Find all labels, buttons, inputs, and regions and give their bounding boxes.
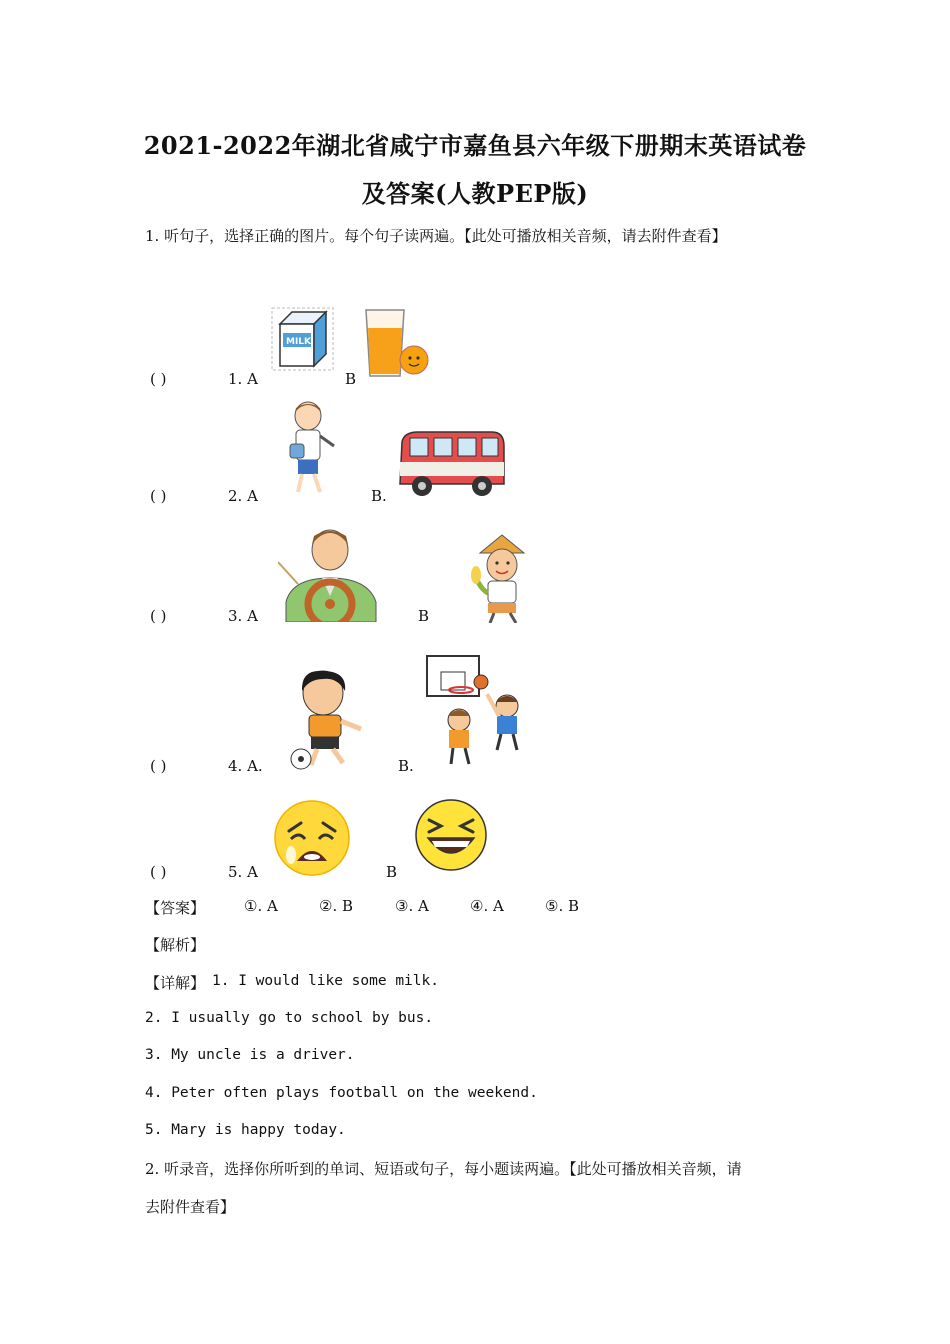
item-number: 2. A (228, 487, 258, 505)
question-2-instruction-cont: 去附件查看】 (145, 1198, 236, 1216)
option-b-label: B. (398, 757, 414, 775)
basketball-icon (423, 654, 525, 768)
item-number: 3. A (228, 607, 258, 625)
item-number: 1. A (228, 370, 258, 388)
detail-line: 5. Mary is happy today. (145, 1122, 346, 1138)
answer-blank: ( ) (150, 487, 167, 505)
question-1-instruction: 1. 听句子，选择正确的图片。每个句子读两遍。【此处可播放相关音频，请去附件查看】 (145, 227, 727, 245)
happy-face-icon (414, 798, 488, 872)
option-b-label: B. (371, 487, 387, 505)
question-2-instruction: 2. 听录音，选择你所听到的单词、短语或句子，每小题读两遍。【此处可播放相关音频，请 (145, 1160, 742, 1178)
milk-carton-icon (270, 306, 335, 372)
farmer-icon (468, 533, 538, 623)
bus-icon (396, 428, 508, 500)
answer-item-2: ②. B (319, 897, 354, 915)
sad-face-icon (273, 799, 351, 877)
svg-text:MILK: MILK (286, 337, 312, 347)
item-number: 5. A (228, 863, 258, 881)
document-title-line1: 2021-2022年湖北省咸宁市嘉鱼县六年级下册期末英语试卷 (143, 131, 807, 160)
option-b-label: B (418, 607, 430, 625)
detail-line: 4. Peter often plays football on the weekend. (145, 1085, 538, 1101)
boy-football-icon (289, 667, 369, 771)
answer-item-4: ④. A (470, 897, 504, 915)
detail-line: 2. I usually go to school by bus. (145, 1010, 434, 1026)
document-title-line2: 及答案(人教PEP版) (361, 179, 589, 208)
answer-blank: ( ) (150, 863, 167, 881)
answer-item-5: ⑤. B (545, 897, 580, 915)
orange-juice-icon (362, 306, 434, 382)
answer-blank: ( ) (150, 757, 167, 775)
answer-item-1: ①. A (244, 897, 278, 915)
answer-label: 【答案】 (145, 899, 206, 917)
option-b-label: B (345, 370, 357, 388)
driver-icon (278, 522, 384, 622)
detail-line: 1. I would like some milk. (212, 973, 439, 989)
detail-line: 3. My uncle is a driver. (145, 1047, 355, 1063)
boy-walking-icon (284, 400, 340, 498)
detail-label: 【详解】 (145, 974, 206, 992)
answer-item-3: ③. A (395, 897, 429, 915)
answer-blank: ( ) (150, 370, 167, 388)
analysis-label: 【解析】 (145, 936, 206, 954)
answer-blank: ( ) (150, 607, 167, 625)
option-b-label: B (386, 863, 398, 881)
item-number: 4. A. (228, 757, 263, 775)
